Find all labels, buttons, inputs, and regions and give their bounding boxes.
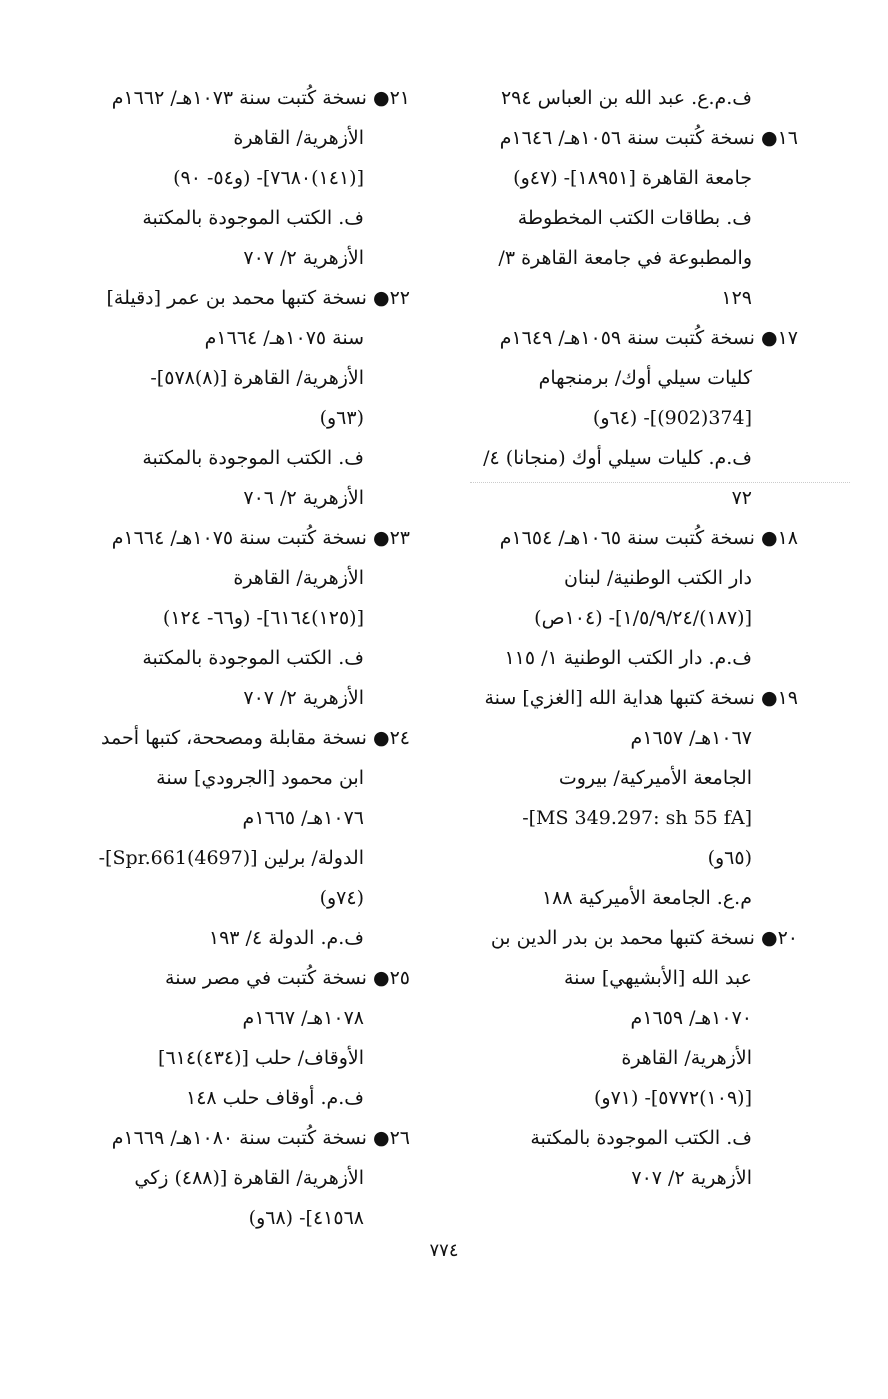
entry-text-line: سنة ١٠٧٥هـ/ ١٦٦٤م — [204, 327, 364, 349]
entry-text-line: ١٠٦٧هـ/ ١٦٥٧م — [630, 727, 752, 749]
entry-text-line: [(١٢٥)٦١٦٤]- (و٦٦- ١٢٤) — [162, 607, 364, 629]
entry-text-line: ف.م. دار الكتب الوطنية ١/ ١١٥ — [504, 647, 752, 669]
entry-heading-line: ٢٣● نسخة كُتبت سنة ١٠٧٥هـ/ ١٦٦٤م — [111, 527, 410, 549]
entry-text-line: الدولة/ برلين [(4697)Spr.661]- — [98, 847, 364, 869]
entry-text-line: ف. الكتب الموجودة بالمكتبة — [142, 207, 364, 229]
entry-heading-line: ١٨● نسخة كُتبت سنة ١٠٦٥هـ/ ١٦٥٤م — [499, 527, 798, 549]
entry-text-line: الأزهرية/ القاهرة — [621, 1047, 752, 1069]
entry-text-line: عبد الله [الأبشيهي] سنة — [563, 967, 752, 989]
entry-text-line: ابن محمود [الجرودي] سنة — [156, 767, 364, 789]
entry-text-line: م.ع. الجامعة الأميركية ١٨٨ — [541, 887, 752, 909]
entry-heading-line: ١٩● نسخة كتبها هداية الله [الغزي] سنة — [484, 687, 798, 709]
entry-heading-line: ٢٤● نسخة مقابلة ومصححة، كتبها أحمد — [101, 727, 410, 749]
entry-text-line: (٦٣و) — [319, 407, 364, 429]
entry-text-line: ف. الكتب الموجودة بالمكتبة — [142, 647, 364, 669]
entry-text-line: ف. بطاقات الكتب المخطوطة — [517, 207, 752, 229]
entry-text-line: الأزهرية/ القاهرة — [233, 567, 364, 589]
entry-text-line: دار الكتب الوطنية/ لبنان — [563, 567, 752, 589]
entry-text-line: الأزهرية ٢/ ٧٠٧ — [631, 1167, 752, 1189]
page-number: ٧٧٤ — [429, 1240, 459, 1261]
entry-text-line: [(١٨٧)/١/٥/٩/٢٤]- (١٠٤ص) — [534, 607, 752, 629]
entry-text-line: الأزهرية ٢/ ٧٠٦ — [243, 487, 364, 509]
entry-text-line: الأزهرية/ القاهرة [(٤٨٨) زكي — [134, 1167, 364, 1189]
left-column — [60, 78, 410, 1238]
entry-text-line: الجامعة الأميركية/ بيروت — [558, 767, 752, 789]
entry-text-line: [(١٤١)٧٦٨٠]- (و٥٤- ٩٠) — [173, 167, 364, 189]
entry-heading-line: ١٦● نسخة كُتبت سنة ١٠٥٦هـ/ ١٦٤٦م — [499, 127, 798, 149]
entry-text-line: [374(902)]- (٦٤و) — [592, 407, 752, 429]
entry-text-line: [MS 349.297: sh 55 fA]- — [522, 807, 752, 829]
right-column — [440, 78, 798, 1198]
entry-text-line: ف. الكتب الموجودة بالمكتبة — [142, 447, 364, 469]
entry-text-line: ف.م. أوقاف حلب ١٤٨ — [186, 1087, 364, 1109]
entry-text-line: ١٠٧٦هـ/ ١٦٦٥م — [242, 807, 364, 829]
entry-heading-line: ١٧● نسخة كُتبت سنة ١٠٥٩هـ/ ١٦٤٩م — [499, 327, 798, 349]
entry-heading-line: ٢٠● نسخة كتبها محمد بن بدر الدين بن — [490, 927, 798, 949]
entry-text-line: (٦٥و) — [707, 847, 752, 869]
entry-text-line: (٧٤و) — [319, 887, 364, 909]
entry-heading-line: ٢٥● نسخة كُتبت في مصر سنة — [165, 967, 410, 989]
entry-text-line: ١٠٧٨هـ/ ١٦٦٧م — [242, 1007, 364, 1029]
entry-text-line: ١٢٩ — [721, 287, 752, 309]
entry-text-line: ف.م. الدولة ٤/ ١٩٣ — [208, 927, 364, 949]
entry-heading-line: ٢٦● نسخة كُتبت سنة ١٠٨٠هـ/ ١٦٦٩م — [111, 1127, 410, 1149]
entry-text-line: ٧٢ — [731, 487, 752, 509]
entry-text-line: الأزهرية/ القاهرة [(٨)٥٧٨]- — [150, 367, 364, 389]
entry-text-line: ٤١٥٦٨]- (٦٨و) — [248, 1207, 364, 1229]
entry-text-line: الأزهرية ٢/ ٧٠٧ — [243, 247, 364, 269]
entry-heading-line: ٢١● نسخة كُتبت سنة ١٠٧٣هـ/ ١٦٦٢م — [111, 87, 410, 109]
entry-text-line: جامعة القاهرة [١٨٩٥١]- (٤٧و) — [513, 167, 752, 189]
entry-text-line: الأزهرية ٢/ ٧٠٧ — [243, 687, 364, 709]
entry-text-line: ف.م.ع. عبد الله بن العباس ٢٩٤ — [500, 87, 752, 109]
entry-text-line: الأزهرية/ القاهرة — [233, 127, 364, 149]
entry-text-line: ١٠٧٠هـ/ ١٦٥٩م — [630, 1007, 752, 1029]
entry-heading-line: ٢٢● نسخة كتبها محمد بن عمر [دقيلة] — [106, 287, 410, 309]
entry-text-line: والمطبوعة في جامعة القاهرة ٣/ — [498, 247, 752, 269]
entry-text-line: ف. الكتب الموجودة بالمكتبة — [530, 1127, 752, 1149]
entry-text-line: كليات سيلي أوك/ برمنجهام — [538, 367, 752, 389]
entry-text-line: [(١٠٩)٥٧٧٢]- (٧١و) — [593, 1087, 752, 1109]
entry-text-line: الأوقاف/ حلب [(٤٣٤)٦١٤] — [158, 1047, 364, 1069]
entry-text-line: ف.م. كليات سيلي أوك (منجانا) ٤/ — [483, 447, 752, 469]
